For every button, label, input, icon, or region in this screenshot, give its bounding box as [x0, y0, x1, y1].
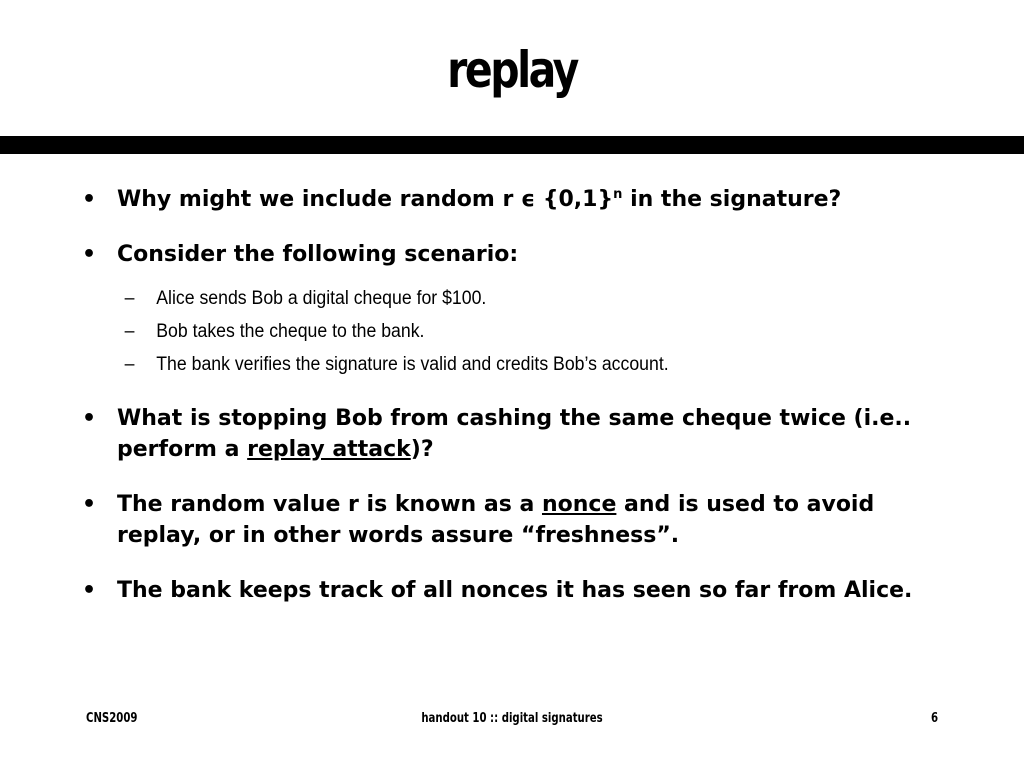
bullet-item: [80, 403, 960, 465]
bullet-text: What is stopping Bob from cashing the same cheque twice (i.e.. perform a: [117, 406, 912, 462]
dash-marker: –: [124, 321, 135, 342]
bullet-text: Why might we include random r: [117, 187, 521, 212]
bullet-text: The random value r is known as a: [117, 492, 542, 517]
bullet-text: and is used to avoid replay, or in other words assure “freshness”.: [117, 492, 875, 548]
bullet-text: in the signature?: [622, 187, 842, 212]
bullet-marker: •: [82, 578, 97, 603]
sub-item-text: Alice sends Bob a digital cheque for $100.: [156, 288, 487, 309]
bullet-text: Consider the following scenario:: [117, 242, 519, 267]
nonce-term: nonce: [541, 492, 617, 517]
bullet-marker: •: [82, 492, 97, 517]
bullet-text: {0,1}: [535, 187, 614, 212]
sub-item: [80, 315, 898, 348]
footer-page-number: 6: [930, 711, 938, 726]
sub-item-text: The bank verifies the signature is valid and credits Bob’s account.: [156, 354, 669, 375]
footer-handout: handout 10 :: digital signatures: [421, 711, 603, 726]
replay-attack-term: replay attack: [247, 437, 411, 462]
footer-course: CNS2009: [86, 711, 138, 726]
sub-item: [80, 282, 898, 315]
sub-list: [80, 282, 960, 381]
title-divider: [0, 136, 1024, 154]
bullet-item: [80, 239, 960, 270]
bullet-item: [80, 575, 960, 606]
slide-title: replay: [447, 41, 577, 99]
bullet-marker: •: [82, 242, 97, 267]
dash-marker: –: [124, 288, 135, 309]
bullet-text: )?: [410, 437, 434, 462]
element-of-symbol: ϵ: [520, 187, 536, 212]
bullet-marker: •: [82, 406, 97, 431]
dash-marker: –: [124, 354, 135, 375]
sub-item: [80, 348, 898, 381]
slide-content: [80, 184, 960, 630]
bullet-item: [80, 489, 960, 551]
sub-item-text: Bob takes the cheque to the bank.: [156, 321, 425, 342]
bullet-item: [80, 184, 960, 215]
superscript: n: [613, 187, 623, 202]
bullet-text: The bank keeps track of all nonces it has seen so far from Alice.: [117, 578, 913, 603]
bullet-marker: •: [82, 187, 97, 212]
